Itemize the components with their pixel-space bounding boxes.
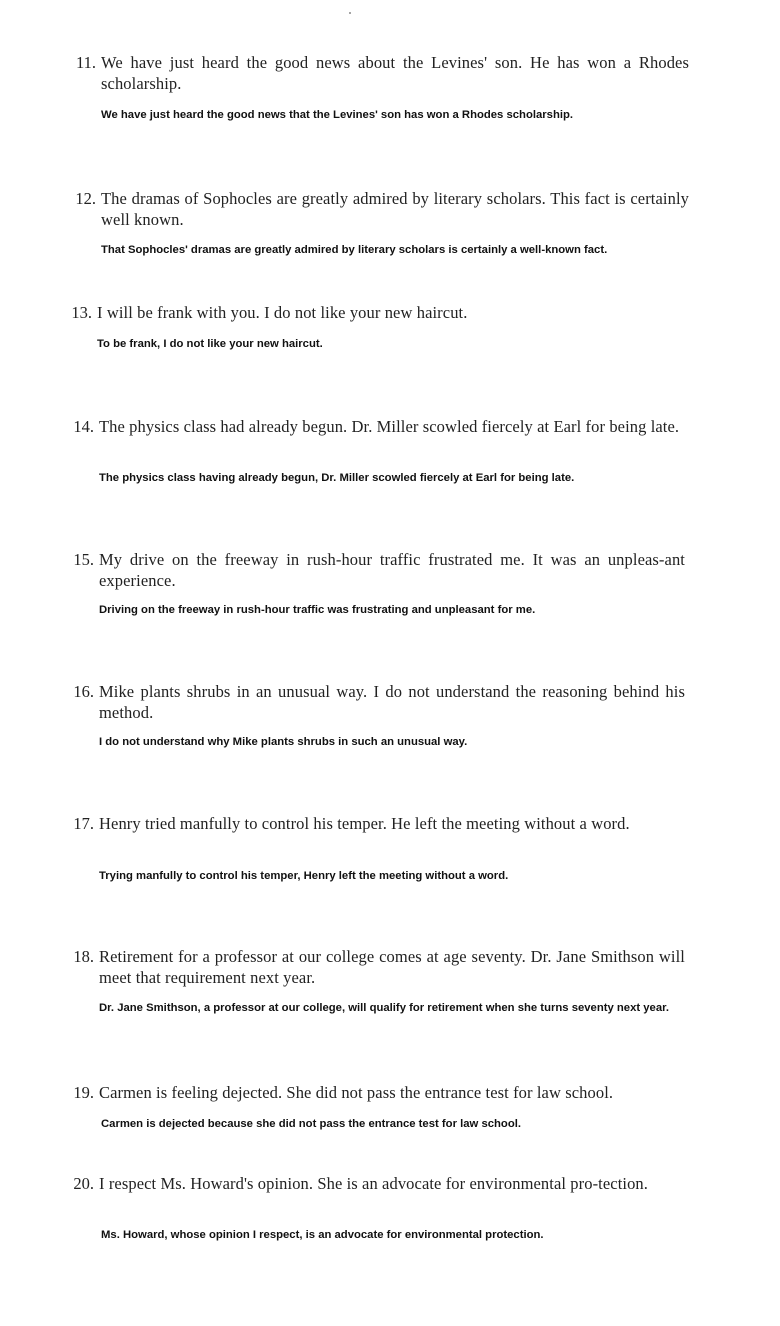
exercise-number: 19. (73, 1083, 94, 1102)
exercise-prompt: I will be frank with you. I do not like your new haircut. (97, 303, 468, 322)
exercise-number: 12. (75, 189, 96, 208)
exercise-prompt: Henry tried manfully to control his temper. He left the meeting without a word. (99, 814, 630, 833)
exercise-number: 14. (73, 417, 94, 436)
exercise-prompt: The physics class had already begun. Dr. Miller scowled fiercely at Earl for being late. (99, 417, 680, 436)
exercise-number: 17. (73, 814, 94, 833)
exercise-answer: To be frank, I do not like your new haircut. (97, 338, 323, 350)
exercise-prompt: I respect Ms. Howard's opinion. She is an advocate for environmental pro-tection. (99, 1174, 649, 1193)
exercise-prompt: We have just heard the good news about the Levines' son. He has won a Rhodes scholarship. (101, 53, 689, 93)
exercise-answer: Ms. Howard, whose opinion I respect, is an advocate for environmental protection. (101, 1229, 544, 1241)
exercise-answer: Driving on the freeway in rush-hour traffic was frustrating and unpleasant for me. (99, 604, 536, 616)
exercise-prompt: Carmen is feeling dejected. She did not pass the entrance test for law school. (99, 1083, 614, 1102)
exercise-number: 18. (73, 947, 94, 966)
exercise-number: 20. (73, 1174, 94, 1193)
exercise-prompt: The dramas of Sophocles are greatly admired by literary scholars. This fact is certainly well known. (101, 189, 689, 229)
exercise-answer: Dr. Jane Smithson, a professor at our college, will qualify for retirement when she turns seventy next year. (99, 1002, 670, 1014)
exercise-answer: I do not understand why Mike plants shrubs in such an unusual way. (99, 736, 468, 748)
exercise-prompt: Retirement for a professor at our college comes at age seventy. Dr. Jane Smithson will meet that requirement next year. (99, 947, 685, 987)
exercise-number: 11. (75, 53, 96, 72)
exercise-number: 13. (71, 303, 92, 322)
exercise-answer: That Sophocles' dramas are greatly admired by literary scholars is certainly a well-known fact. (101, 244, 608, 256)
exercise-answer: We have just heard the good news that the Levines' son has won a Rhodes scholarship. (101, 109, 574, 121)
exercise-answer: Trying manfully to control his temper, Henry left the meeting without a word. (99, 870, 509, 882)
exercise-prompt: My drive on the freeway in rush-hour traffic frustrated me. It was an unpleas-ant experience. (99, 550, 685, 590)
exercise-answer: The physics class having already begun, Dr. Miller scowled fiercely at Earl for being late. (99, 472, 575, 484)
exercise-answer: Carmen is dejected because she did not pass the entrance test for law school. (101, 1118, 521, 1130)
scan-speck (349, 12, 351, 14)
exercise-number: 16. (73, 682, 94, 701)
exercise-prompt: Mike plants shrubs in an unusual way. I do not understand the reasoning behind his method. (99, 682, 685, 722)
exercise-number: 15. (73, 550, 94, 569)
